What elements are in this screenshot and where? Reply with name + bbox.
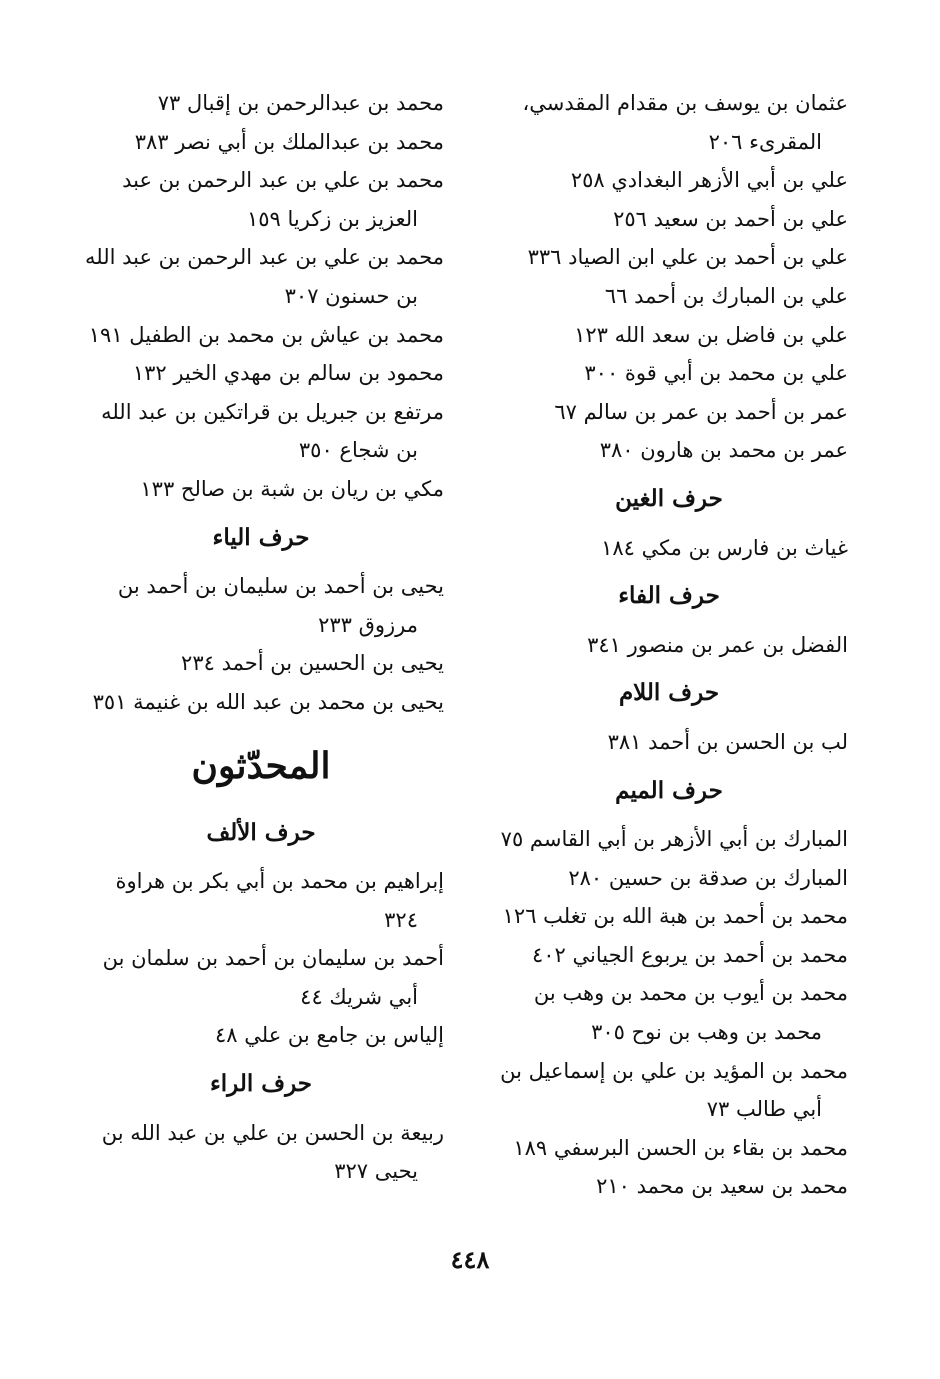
index-entry: علي بن أبي الأزهر البغدادي ٢٥٨ xyxy=(570,168,848,193)
index-entry: محمد بن علي بن عبد الرحمن بن عبد الله بن حسنون ٣٠٧ xyxy=(85,245,444,308)
index-entry: علي بن محمد بن أبي قوة ٣٠٠ xyxy=(584,361,848,386)
index-entry: يحيى بن محمد بن عبد الله بن غنيمة ٣٥١ xyxy=(92,689,444,714)
index-entry: غياث بن فارس بن مكي ١٨٤ xyxy=(601,535,848,560)
letter-heading: حرف الميم xyxy=(615,776,723,804)
index-entry: علي بن أحمد بن سعيد ٢٥٦ xyxy=(613,206,848,231)
index-entry: محمد بن أحمد بن يربوع الجياني ٤٠٢ xyxy=(531,942,848,967)
index-entry: الفضل بن عمر بن منصور ٣٤١ xyxy=(587,632,848,657)
index-entry: محمود بن سالم بن مهدي الخير ١٣٢ xyxy=(132,361,444,386)
right-column xyxy=(490,84,848,1206)
index-entry: المبارك بن أبي الأزهر بن أبي القاسم ٧٥ xyxy=(500,827,848,852)
index-entry: محمد بن بقاء بن الحسن البرسفي ١٨٩ xyxy=(513,1135,848,1160)
index-entry: مكي بن ريان بن شبة بن صالح ١٣٣ xyxy=(140,476,444,501)
index-entry: مرتفع بن جبريل بن قراتكين بن عبد الله بن شجاع ٣٥٠ xyxy=(101,399,444,463)
index-entry: محمد بن أيوب بن محمد بن وهب بن محمد بن وهب بن نوح ٣٠٥ xyxy=(533,981,848,1045)
index-entry: المبارك بن صدقة بن حسين ٢٨٠ xyxy=(568,865,848,890)
index-entry: أحمد بن سليمان بن أحمد بن سلمان بن أبي شريك ٤٤ xyxy=(102,946,444,1009)
letter-heading: حرف الياء xyxy=(212,523,310,551)
index-entry: إلياس بن جامع بن علي ٤٨ xyxy=(215,1023,444,1048)
index-entry: محمد بن المؤيد بن علي بن إسماعيل بن أبي طالب ٧٣ xyxy=(500,1058,848,1122)
letter-heading: حرف اللام xyxy=(618,679,720,707)
index-entry: محمد بن علي بن عبد الرحمن بن عبد العزيز بن زكريا ١٥٩ xyxy=(122,168,444,231)
index-entry: يحيى بن أحمد بن سليمان بن أحمد بن مرزوق ٢٣٣ xyxy=(117,574,444,637)
index-entry: محمد بن أحمد بن هبة الله بن تغلب ١٢٦ xyxy=(502,904,848,929)
letter-heading: حرف الراء xyxy=(209,1070,313,1098)
index-entry: علي بن فاضل بن سعد الله ١٢٣ xyxy=(574,322,848,347)
index-entry: محمد بن عياش بن محمد بن الطفيل ١٩١ xyxy=(88,322,444,347)
left-column xyxy=(78,84,444,1191)
index-entry: عثمان بن يوسف بن مقدام المقدسي، المقرىء ٢٠٦ xyxy=(522,91,848,154)
index-entry: لب بن الحسن بن أحمد ٣٨١ xyxy=(607,729,848,754)
index-entry: محمد بن عبدالملك بن أبي نصر ٣٨٣ xyxy=(134,129,444,154)
index-entry: محمد بن عبدالرحمن بن إقبال ٧٣ xyxy=(157,91,444,115)
index-entry: علي بن المبارك بن أحمد ٦٦ xyxy=(604,283,848,308)
index-entry: إبراهيم بن محمد بن أبي بكر بن هراوة ٣٢٤ xyxy=(115,869,444,932)
letter-heading: حرف الفاء xyxy=(618,582,720,610)
section-title: المحدّثون xyxy=(191,744,331,787)
index-entry: علي بن أحمد بن علي ابن الصياد ٣٣٦ xyxy=(527,245,848,270)
page-number: ٤٤٨ xyxy=(450,1245,490,1274)
index-entry: يحيى بن الحسين بن أحمد ٢٣٤ xyxy=(181,651,444,676)
letter-heading: حرف الغين xyxy=(615,484,723,512)
index-entry: عمر بن محمد بن هارون ٣٨٠ xyxy=(599,438,848,463)
index-entry: عمر بن أحمد بن عمر بن سالم ٦٧ xyxy=(554,399,848,424)
index-entry: ربيعة بن الحسن بن علي بن عبد الله بن يحيى ٣٢٧ xyxy=(101,1120,444,1184)
index-entry: محمد بن سعيد بن محمد ٢١٠ xyxy=(596,1174,848,1199)
letter-heading: حرف الألف xyxy=(206,818,316,846)
